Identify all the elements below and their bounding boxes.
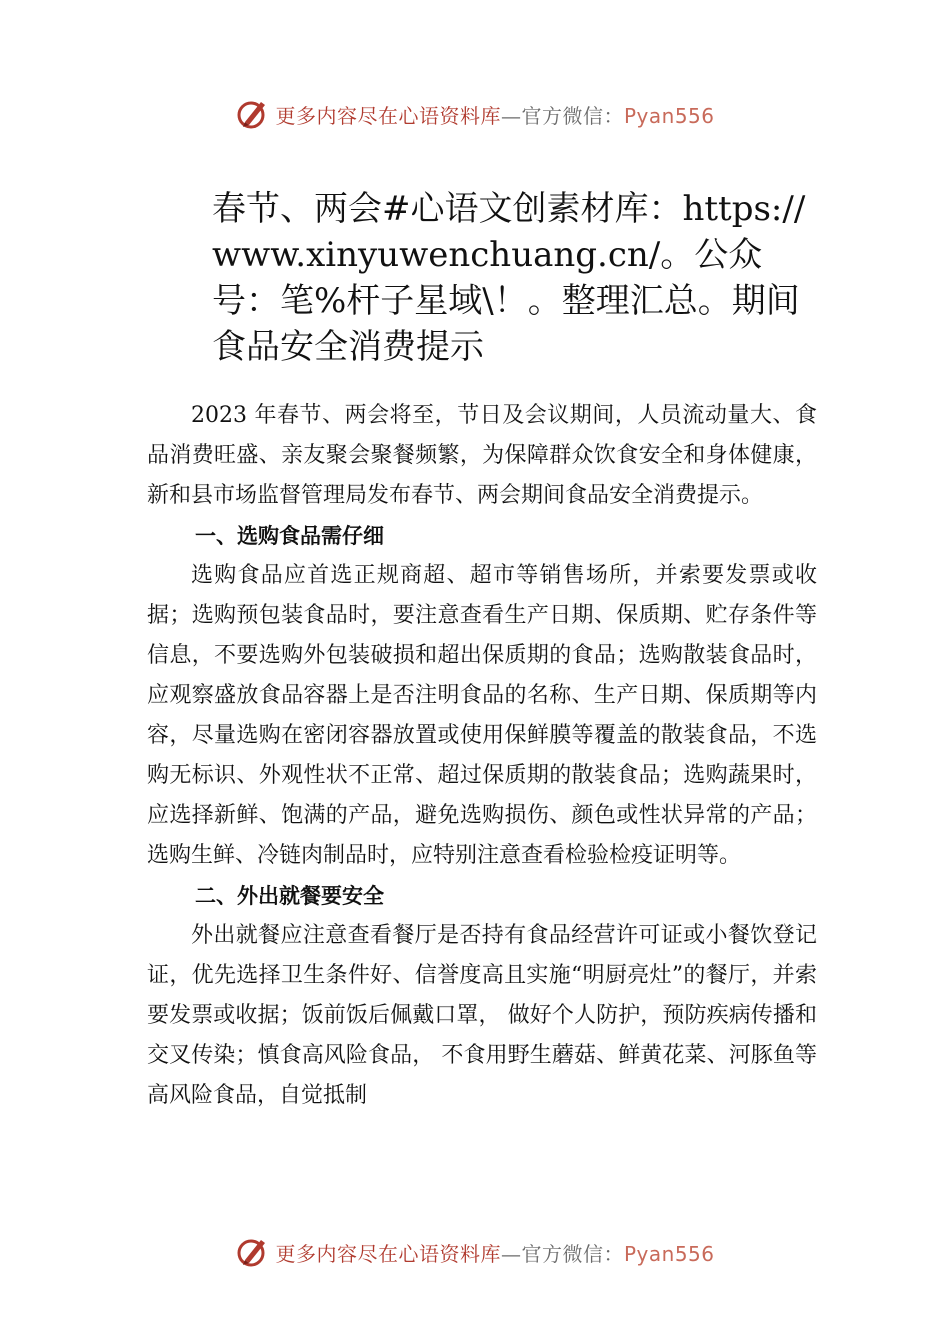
section-paragraph: 选购食品应首选正规商超、超市等销售场所，并索要发票或收据；选购预包装食品时，要注意查看生产日期、保质期、贮存条件等信息，不要选购外包装破损和超出保质期的食品；选购散装食品时，应观察盛放食品容器上是否注明食品的名称、生产日期、保质期等内容，尽量选购在密闭容器放置或使用保鲜膜等覆盖的散装食品，不选购无标识、外观性状不正常、超过保质期的散装食品；选购蔬果时，应选择新鲜、饱满的产品，避免选购损伤、颜色或性状异常的产品；选购生鲜、冷链肉制品时，应特别注意查看检验检疫证明等。 [147, 563, 817, 868]
banner-dash: — [500, 1241, 522, 1266]
banner-wechat-label: 官方微信： [521, 1241, 624, 1266]
document-body [147, 396, 817, 1116]
header-banner [0, 94, 950, 134]
banner-dash: — [500, 103, 522, 128]
footer-banner [0, 1232, 950, 1272]
banner-brand: 更多内容尽在心语资料库 [275, 103, 501, 128]
banner-wechat-id: Pyan556 [623, 103, 715, 128]
intro-paragraph: 2023 年春节、两会将至，节日及会议期间，人员流动量大、食品消费旺盛、亲友聚会聚餐频繁，为保障群众饮食安全和身体健康，新和县市场监督管理局发布春节、两会期间食品安全消费提示。 [147, 403, 817, 508]
document-title: 春节、两会#心语文创素材库：https://www.xinyuwenchuang.cn/。公众号：笔%杆子星域\！。整理汇总。期间食品安全消费提示 [212, 189, 806, 367]
section-heading: 一、选购食品需仔细 [195, 524, 384, 548]
banner-wechat-id: Pyan556 [623, 1241, 715, 1266]
pen-logo-icon [235, 96, 271, 132]
section-paragraph: 外出就餐应注意查看餐厅是否持有食品经营许可证或小餐饮登记证，优先选择卫生条件好、信誉度高且实施“明厨亮灶”的餐厅，并索要发票或收据；饭前饭后佩戴口罩， 做好个人防护，预防疾病传播和交叉传染；慎食高风险食品， 不食用野生蘑菇、鲜黄花菜、河豚鱼等高风险食品，自觉抵制 [147, 923, 817, 1108]
pen-logo-icon [235, 1234, 271, 1270]
section-heading: 二、外出就餐要安全 [195, 884, 384, 908]
banner-text [275, 100, 714, 129]
banner-text [275, 1238, 714, 1267]
banner-wechat-label: 官方微信： [521, 103, 624, 128]
banner-brand: 更多内容尽在心语资料库 [275, 1241, 501, 1266]
